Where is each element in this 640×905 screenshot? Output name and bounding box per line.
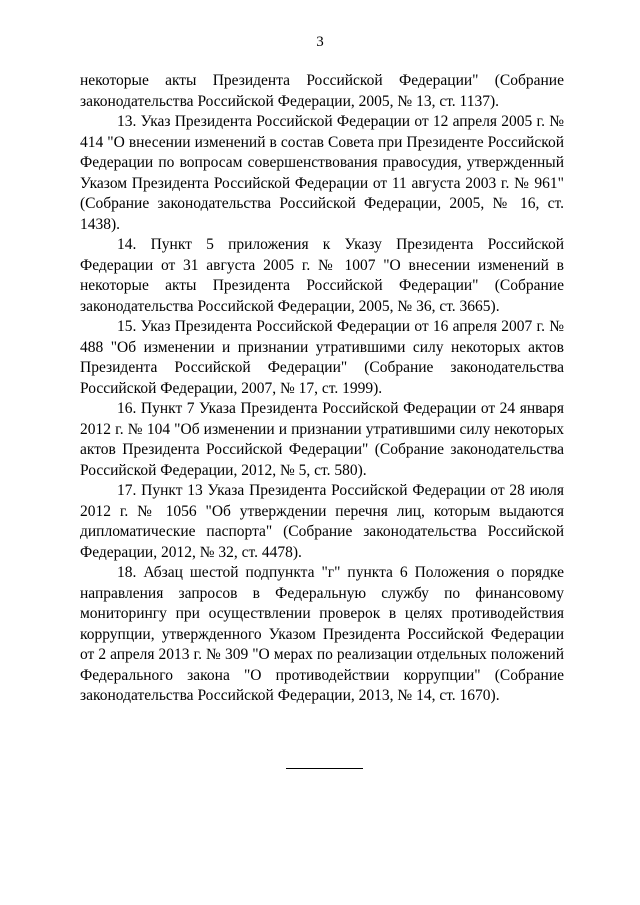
list-item-17: 17. Пункт 13 Указа Президента Российской Федерации от 28 июля 2012 г. № 1056 "Об утверждении перечня лиц, которым выдаются дипломатические паспорта" (Собрание законодательства Российской Федерации, 2012, № 32, ст. 4478). (80, 482, 564, 561)
list-item-14: 14. Пункт 5 приложения к Указу Президента Российской Федерации от 31 августа 2005 г. № 1007 "О внесении изменений в некоторые акты Президента Российской Федерации" (Собрание законодательства Российской Федерации, 2005, № 36, ст. 3665). (80, 236, 564, 315)
list-item-15: 15. Указ Президента Российской Федерации от 16 апреля 2007 г. № 488 "Об изменении и признании утратившими силу некоторых актов Президента Российской Федерации" (Собрание законодательства Российской Федерации, 2007, № 17, ст. 1999). (80, 318, 564, 397)
page-number: 3 (316, 34, 324, 50)
list-item-18: 18. Абзац шестой подпункта "г" пункта 6 Положения о порядке направления запросов в Федеральную службу по финансовому мониторингу при осуществлении проверок в целях противодействия коррупции, утвержденного Указом Президента Российской Федерации от 2 апреля 2013 г. № 309 "О мерах по реализации отдельных положений Федерального закона "О противодействии коррупции" (Собрание законодательства Российской Федерации, 2013, № 14, ст. 1670). (80, 564, 564, 704)
list-item-13: 13. Указ Президента Российской Федерации от 12 апреля 2005 г. № 414 "О внесении изменений в состав Совета при Президенте Российской Федерации по вопросам совершенствования правосудия, утвержденный Указом Президента Российской Федерации от 11 августа 2003 г. № 961" (Собрание законодательства Российской Федерации, 2005, № 16, ст. 1438). (80, 113, 564, 233)
document-body (80, 71, 564, 707)
list-item-16: 16. Пункт 7 Указа Президента Российской Федерации от 24 января 2012 г. № 104 "Об изменении и признании утратившими силу некоторых актов Президента Российской Федерации" (Собрание законодательства Российской Федерации, 2012, № 5, ст. 580). (80, 400, 564, 479)
paragraph-continuation: некоторые акты Президента Российской Федерации" (Собрание законодательства Российской Федерации, 2005, № 13, ст. 1137). (80, 72, 564, 110)
end-divider (286, 768, 363, 769)
